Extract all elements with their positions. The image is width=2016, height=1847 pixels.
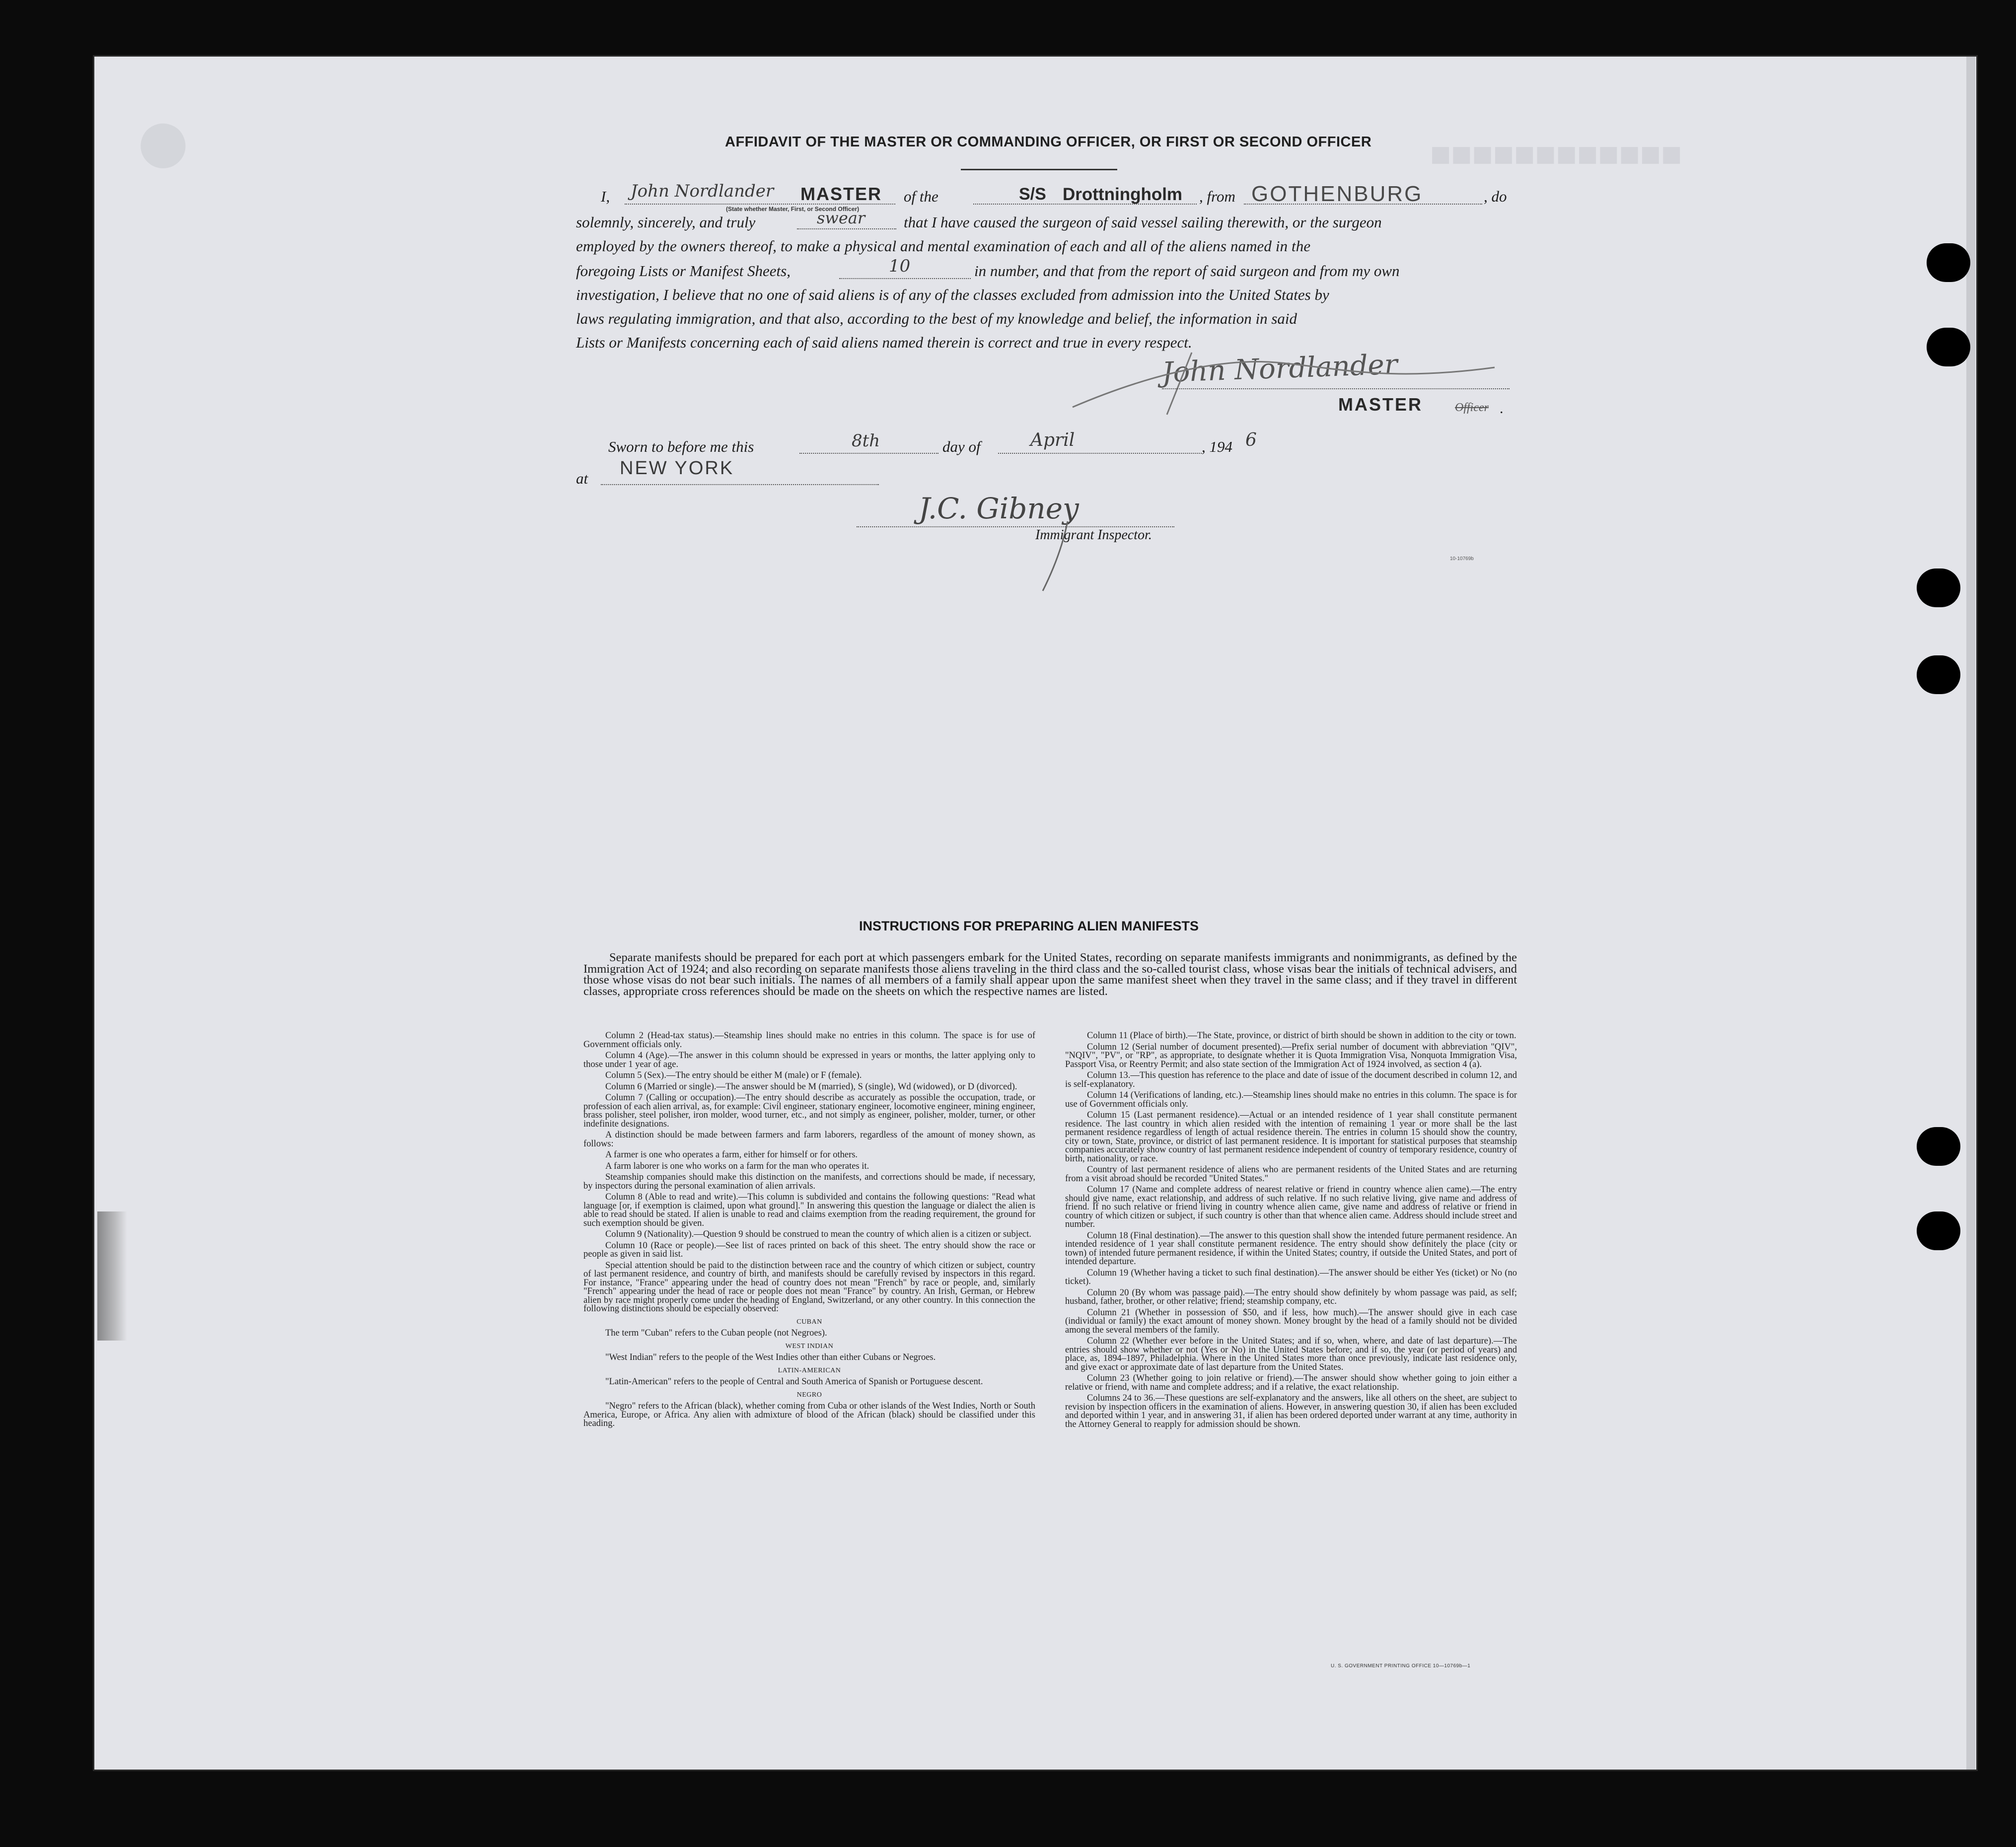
instruction-text: —Prefix serial number of document with abbreviation "QIV", "NQIV", "PV", or "RP", as appropriate, to designate whether it is Quota Immigration Visa, Nonquota Immigration Visa, Passport Visa, or Reentry Permit; and also state section of the Immigration Act of 1924 involved, as section 4 (a). — [1065, 1042, 1517, 1069]
instruction-text: A farmer is one who operates a farm, either for himself or for others. — [605, 1150, 858, 1160]
section-heading — [583, 1391, 1035, 1400]
instruction-text: Steamship companies should make this distinction on the manifests, and corrections should be made, if necessary, by inspectors during the personal examination of alien arrivals. — [583, 1172, 1035, 1191]
column-heading: Column 19 (Whether having a ticket to such final destination). — [1087, 1268, 1320, 1278]
departure-port: GOTHENBURG — [1251, 182, 1423, 206]
column-heading: Column 9 (Nationality). — [605, 1229, 694, 1239]
instruction-text: —The answer should give in each case (individual or family) the exact amount of money shown. Money brought by the head of a family should not be divided among the several members of the family. — [1065, 1307, 1517, 1335]
instruction-paragraph — [583, 1242, 1035, 1259]
instructions-intro: Separate manifests should be prepared for each port at which passengers embark for the United States, recording on separate manifests immigrants and nonimmigrants, as defined by the Immigration Act of 1924; and also recording on separate manifests those aliens traveling in the third class and the so-called tourist class, whose visas bear the initials of technical advisers, and those whose visas do not bear such initials. The names of all members of a family shall appear upon the same manifest sheet when they travel in the same class; and if they travel in different classes, appropriate cross references should be made on the sheets on which the respective names are listed. — [583, 951, 1517, 998]
do-text: , do — [1484, 188, 1507, 205]
instruction-paragraph — [583, 1173, 1035, 1191]
instruction-text: The term "Cuban" refers to the Cuban people (not Negroes). — [605, 1328, 827, 1338]
column-heading: Column 18 (Final destination). — [1087, 1230, 1201, 1241]
column-heading: Column 23 (Whether going to join relative or friend). — [1087, 1373, 1295, 1383]
instruction-text: Country of last permanent residence of aliens who are permanent residents of the United States and are returning from a visit abroad should be recorded "United States." — [1065, 1165, 1517, 1184]
instruction-paragraph — [1065, 1071, 1517, 1089]
sworn-month-handwritten: April — [1030, 430, 1075, 450]
instruction-text: Special attention should be paid to the distinction between race and the country of which citizen or subject, country of last permanent residence, and country of birth, and manifests should be carefully revised by inspectors in this regard. For instance, "France" appearing under the head of country does not mean "French" by race or people, and, similarly "French" appearing under the head of race or people does not mean "France" by country. An Irish, German, or Hebrew alien by race might properly come under the heading of England, Switzerland, or any other country. In this connection the following distinctions should be especially observed: — [583, 1260, 1035, 1314]
sworn-month-fill-line — [998, 453, 1202, 454]
affidavit-line-2b: that I have caused the surgeon of said vessel sailing therewith, or the surgeon — [904, 213, 1382, 231]
instruction-paragraph — [1065, 1289, 1517, 1306]
instruction-paragraph — [583, 1094, 1035, 1129]
rank-caption: (State whether Master, First, or Second Officer) — [726, 206, 860, 213]
place-fill-line — [601, 484, 879, 485]
instruction-paragraph — [583, 1329, 1035, 1338]
column-heading: Column 4 (Age). — [605, 1051, 670, 1061]
binder-hole — [1917, 1211, 1960, 1250]
affidavit-line-4b: in number, and that from the report of said surgeon and from my own — [974, 262, 1400, 280]
instruction-text: —The State, province, or district of birth should be shown in addition to the city or town. — [1188, 1031, 1516, 1041]
master-name-handwritten: John Nordlander — [631, 181, 774, 201]
instruction-text: LATIN-AMERICAN — [778, 1366, 841, 1374]
ship-name: Drottningholm — [1063, 185, 1183, 204]
instruction-text: "Negro" refers to the African (black), whether coming from Cuba or other islands of the West Indies, North or South America, Europe, or Africa. Any alien with admixture of blood of the African (black) should be classified under this heading. — [583, 1401, 1035, 1428]
inspector-signature: J.C. Gibney — [919, 492, 1079, 525]
affidavit-line-3: employed by the owners thereof, to make a physical and mental examination of each and all of the aliens named in the — [576, 237, 1311, 255]
signature-flourish — [1068, 348, 1514, 417]
instruction-paragraph — [1065, 1166, 1517, 1183]
instruction-text: —The answer should be either Yes (ticket) or No (no ticket). — [1065, 1268, 1517, 1286]
instruction-text: WEST INDIAN — [785, 1342, 834, 1350]
officer-period: . — [1500, 400, 1504, 417]
oath-fill-line — [797, 228, 896, 229]
instruction-paragraph — [1065, 1374, 1517, 1392]
year-prefix: , 194 — [1202, 438, 1232, 455]
instruction-text: —Actual or an intended residence of 1 year shall constitute permanent residence. The last country in which alien resided with the intention of remaining 1 year or more shall be the last permanent residence regardless of length of actual residence therein. The entries in column 15 should show the country, city or town, State, province, or district of last permanent residence. It is important for statistical purposes that steamship companies accurately show country of last permanent residence independent of country of temporary residence, country of birth, nationality, or race. — [1065, 1110, 1517, 1164]
instruction-paragraph — [583, 1071, 1035, 1080]
instructions-right-column — [1065, 1032, 1517, 1431]
column-heading: Column 15 (Last permanent residence). — [1087, 1110, 1240, 1120]
affidavit-line-6: laws regulating immigration, and that also, according to the best of my knowledge and belief, the information in said — [576, 310, 1297, 327]
column-heading: Column 8 (Able to read and write). — [605, 1192, 738, 1202]
column-heading: Column 17 (Name and complete address of nearest relative or friend in country whence alien came). — [1087, 1185, 1472, 1195]
instruction-text: "Latin-American" refers to the people of Central and South America of Spanish or Portuguese descent. — [605, 1377, 983, 1387]
page-edge — [1966, 57, 1975, 1770]
instruction-paragraph — [583, 1032, 1035, 1049]
affidavit-line-5: investigation, I believe that no one of said aliens is of any of the classes excluded from admission into the United States by — [576, 286, 1329, 303]
instruction-text: —Question 9 should be construed to mean the country of which alien is a citizen or subject. — [694, 1229, 1032, 1239]
instruction-paragraph — [583, 1083, 1035, 1092]
sworn-day-fill-line — [799, 453, 938, 454]
instruction-paragraph — [1065, 1269, 1517, 1286]
bleed-through-mark: ● — [132, 81, 195, 198]
inspector-title: Immigrant Inspector. — [1035, 527, 1152, 543]
of-the-text: of the — [904, 188, 938, 205]
instruction-paragraph — [583, 1151, 1035, 1160]
column-heading: Column 10 (Race or people). — [605, 1240, 717, 1251]
sworn-label: Sworn to before me this — [608, 438, 754, 455]
instruction-paragraph — [583, 1230, 1035, 1239]
instruction-paragraph — [583, 1131, 1035, 1148]
instruction-text: —This column is subdivided and contains the following questions: "Read what language [or, if exemption is claimed, upon what ground]." In answering this question the language or dialect the alien is able to read should be stated. If alien is unable to read and claims exemption from the reading requirement, the ground for such exemption should be given. — [583, 1192, 1035, 1228]
title-rule — [961, 169, 1117, 170]
instruction-paragraph — [1065, 1111, 1517, 1163]
instruction-text: —The answer in this column should be expressed in years or months, the latter applying only to those under 1 year of age. — [583, 1051, 1035, 1069]
instruction-text: CUBAN — [796, 1318, 822, 1326]
instructions-title: INSTRUCTIONS FOR PREPARING ALIEN MANIFESTS — [859, 919, 1199, 933]
master-signature: John Nordlander — [1161, 348, 1398, 389]
instruction-paragraph — [1065, 1337, 1517, 1372]
instruction-text: A distinction should be made between farmers and farm laborers, regardless of the amount of money shown, as follows: — [583, 1130, 1035, 1149]
column-heading: Column 7 (Calling or occupation). — [605, 1093, 736, 1103]
column-heading: Column 20 (By whom was passage paid). — [1087, 1287, 1245, 1298]
section-heading — [583, 1318, 1035, 1327]
signature-fill-line — [1162, 388, 1510, 389]
instruction-text: Columns 24 to 36.—These questions are self-explanatory and the answers, like all others on the sheet, are subject to revision by inspection officers in the examination of aliens. However, in answering question 30, if alien has been excluded and deported within 1 year, and in answering 31, if alien has been ordered deported under warrant at any time, authority in the Attorney General to reapply for admission should be shown. — [1065, 1393, 1517, 1429]
affidavit-line-2a: solemnly, sincerely, and truly — [576, 213, 756, 231]
column-heading: Column 11 (Place of birth). — [1087, 1031, 1188, 1041]
oath-handwritten: swear — [817, 209, 865, 227]
from-text: , from — [1199, 188, 1235, 205]
ship-prefix: S/S — [1019, 185, 1046, 204]
sworn-place: NEW YORK — [620, 458, 734, 479]
instruction-paragraph — [1065, 1232, 1517, 1267]
instruction-paragraph — [583, 1378, 1035, 1387]
affidavit-line-7: Lists or Manifests concerning each of said aliens named therein is correct and true in every respect. — [576, 334, 1192, 351]
instruction-text: —The entry should be either M (male) or F (female). — [666, 1070, 862, 1080]
instruction-text: —The entry should describe as accurately as possible the occupation, trade, or profession of each alien arrival, as, for example: Civil engineer, stationary engineer, locomotive engineer, mining engineer, brass polisher, steel polisher, iron molder, wood turner, etc., and not simply as engineer, polisher, molder, turner, or other indefinite designations. — [583, 1093, 1035, 1129]
column-heading: Column 5 (Sex). — [605, 1070, 666, 1080]
instruction-paragraph — [583, 1162, 1035, 1171]
instruction-text: —See list of races printed on back of this sheet. The entry should show the race or people as given in said list. — [583, 1240, 1035, 1259]
instruction-text: —The answer to this question shall show the intended future permanent residence. An intended residence of 1 year shall constitute permanent residence. The entry should show definitely the place (city or town) of intended future permanent residence, if within the United States; country, if outside the United States, and port of intended departure. — [1065, 1230, 1517, 1267]
instruction-paragraph — [1065, 1186, 1517, 1229]
instruction-paragraph — [1065, 1043, 1517, 1069]
instruction-text: "West Indian" refers to the people of the West Indies other than either Cubans or Negroes. — [605, 1352, 936, 1362]
instruction-paragraph — [1065, 1091, 1517, 1109]
paper-stain — [97, 1211, 127, 1341]
instruction-text: —The entry should give name, exact relationship, and address of such relative. If no such relative living, give name and address of friend. If no such relative or friend living in country whence alien came, give name and address of relative or friend in country of which citizen or subject, if such country is other than that whence alien came. Address should include street and number. — [1065, 1185, 1517, 1229]
instruction-text: —Steamship lines should make no entries in this column. The space is for use of Government officials only. — [583, 1031, 1036, 1050]
binder-hole — [1917, 568, 1960, 607]
binder-hole — [1927, 328, 1970, 366]
master-typed: MASTER — [1338, 394, 1423, 415]
instruction-text: —The answer should show whether going to join either a relative or friend, with name and complete address; and if a relative, the exact relationship. — [1065, 1373, 1517, 1392]
column-heading: Column 21 (Whether in possession of $50, and if less, how much). — [1087, 1307, 1360, 1318]
affidavit-line-1 — [601, 188, 610, 206]
binder-hole — [1927, 243, 1970, 282]
instructions-left-column — [583, 1032, 1035, 1431]
instruction-text: —The answer should be M (married), S (single), Wd (widowed), or D (divorced). — [716, 1081, 1017, 1092]
instruction-paragraph — [1065, 1394, 1517, 1429]
sheet-count-handwritten: 10 — [889, 256, 911, 276]
section-heading — [583, 1342, 1035, 1351]
section-heading — [583, 1366, 1035, 1375]
printer-imprint: U. S. GOVERNMENT PRINTING OFFICE 10—10769b—1 — [1331, 1663, 1471, 1669]
instruction-paragraph — [583, 1353, 1035, 1362]
instruction-text: —This question has reference to the place and date of issue of the document described in column 12, and is self-explanatory. — [1065, 1070, 1517, 1089]
column-heading: Column 13. — [1087, 1070, 1131, 1080]
instruction-text: A farm laborer is one who works on a farm for the man who operates it. — [605, 1161, 869, 1171]
form-code: 10-10769b — [1450, 556, 1474, 562]
rank-typed: MASTER — [800, 184, 882, 204]
instruction-text: —The entries should show whether or not (Yes or No) in the United States before; and if so, the year (or period of years) and place, as, 1894–1897, Philadelphia. Where in the United States more than once previously, indicate last residence only, and give exact or approximate date of last departure from the United States. — [1065, 1336, 1517, 1372]
affidavit-line-4a: foregoing Lists or Manifest Sheets, — [576, 262, 791, 280]
day-of-text: day of — [942, 438, 981, 455]
affidavit-title: AFFIDAVIT OF THE MASTER OR COMMANDING OFFICER, OR FIRST OR SECOND OFFICER — [725, 134, 1372, 150]
column-heading: Column 12 (Serial number of document presented). — [1087, 1042, 1283, 1052]
column-heading: Column 2 (Head-tax status). — [605, 1031, 715, 1041]
instruction-paragraph — [583, 1193, 1035, 1228]
officer-struck: Officer — [1455, 401, 1489, 414]
instruction-paragraph — [583, 1402, 1035, 1428]
binder-hole — [1917, 655, 1960, 694]
column-heading: Column 6 (Married or single). — [605, 1081, 717, 1092]
bleed-through-mark: ■■■■■■■■■■■■ — [1430, 135, 1682, 173]
binder-hole — [1917, 1127, 1960, 1166]
instruction-paragraph — [583, 1262, 1035, 1314]
column-heading: Column 14 (Verifications of landing, etc.). — [1087, 1090, 1244, 1100]
instruction-paragraph — [1065, 1309, 1517, 1335]
instruction-text: —The entry should show definitely by whom passage was paid, as self; husband, father, brother, or other relative; friend; steamship company, etc. — [1065, 1287, 1517, 1306]
instruction-text: NEGRO — [796, 1391, 822, 1399]
year-handwritten: 6 — [1245, 430, 1257, 450]
at-label: at — [576, 470, 588, 487]
pronoun-i: I, — [601, 188, 610, 205]
instruction-text: —Steamship lines should make no entries in this column. The space is for use of Government officials only. — [1065, 1090, 1517, 1109]
sworn-day-handwritten: 8th — [852, 431, 880, 451]
count-fill-line — [839, 278, 971, 279]
column-heading: Column 22 (Whether ever before in the United States; and if so, when, where, and date of last departure). — [1087, 1336, 1494, 1346]
instruction-paragraph — [583, 1052, 1035, 1069]
instruction-paragraph — [1065, 1032, 1517, 1041]
